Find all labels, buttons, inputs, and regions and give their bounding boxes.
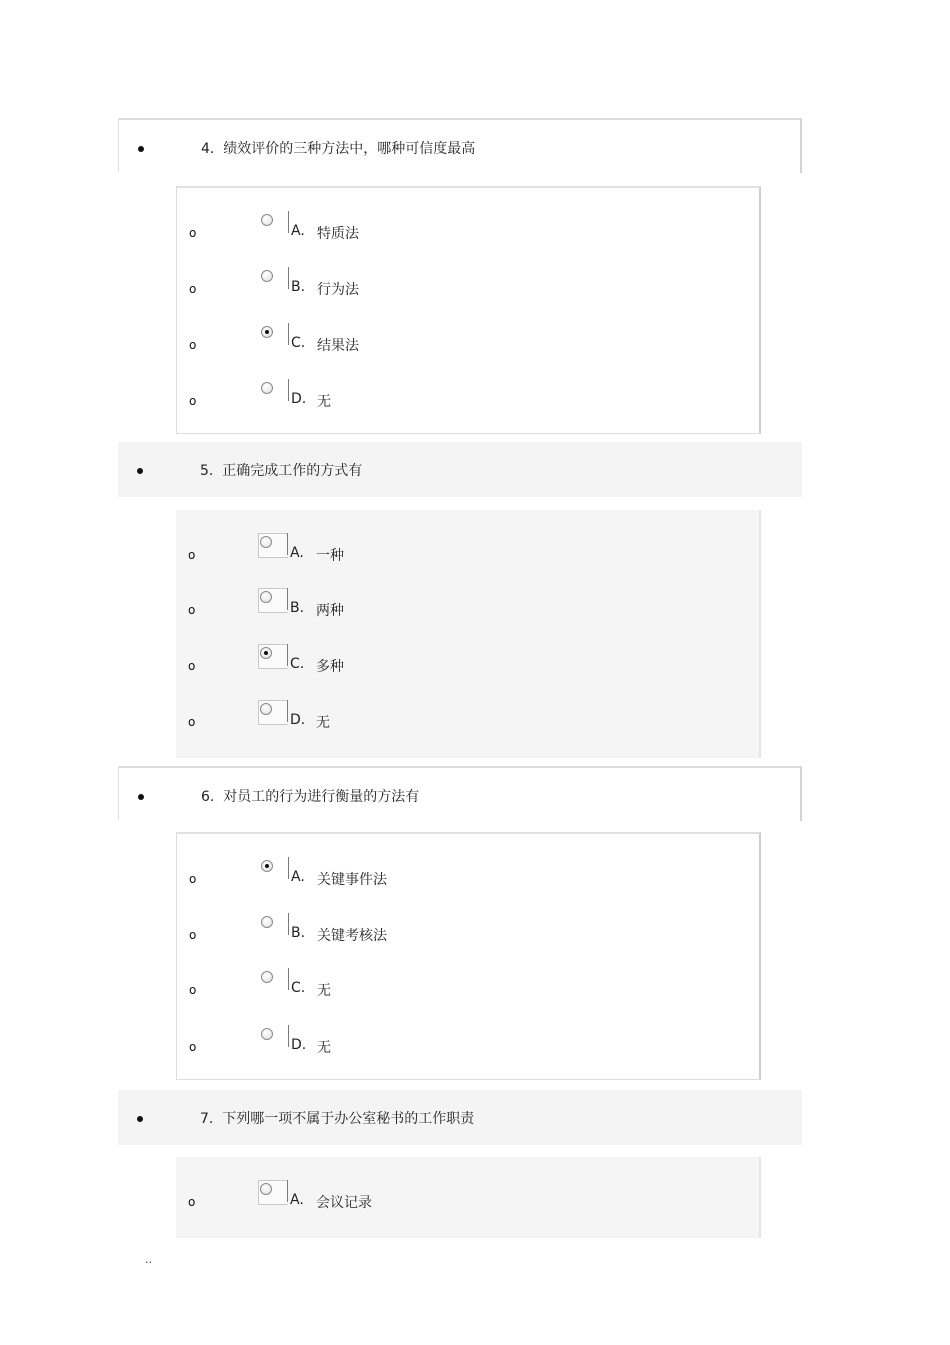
list-marker: o: [189, 872, 197, 886]
question-header-7: [118, 1090, 802, 1145]
question-text: 对员工的行为进行衡量的方法有: [223, 789, 420, 805]
question-text: 正确完成工作的方式有: [222, 463, 363, 479]
option-6c[interactable]: [177, 968, 760, 1008]
option-text: 无: [317, 394, 331, 410]
option-letter: B.: [291, 925, 306, 941]
option-text: 多种: [316, 659, 344, 675]
list-marker: o: [189, 282, 197, 296]
option-6a[interactable]: [177, 857, 760, 897]
list-marker: o: [189, 928, 197, 942]
option-letter: D.: [291, 1037, 307, 1053]
option-letter: A.: [291, 869, 305, 885]
options-panel-7: [176, 1157, 761, 1238]
list-marker: o: [188, 659, 196, 673]
option-text: 特质法: [317, 226, 359, 242]
radio-button[interactable]: [260, 591, 272, 603]
option-text: 会议记录: [316, 1195, 372, 1211]
option-text: 两种: [316, 603, 344, 619]
divider: [287, 1180, 288, 1202]
option-letter: D.: [290, 712, 306, 728]
divider: [288, 857, 289, 879]
list-marker: o: [189, 1040, 197, 1054]
option-4a[interactable]: [177, 211, 760, 251]
option-7a[interactable]: [176, 1180, 759, 1220]
divider: [287, 644, 288, 666]
list-marker: o: [189, 338, 197, 352]
radio-button[interactable]: [260, 1183, 272, 1195]
option-text: 行为法: [317, 282, 359, 298]
option-6d[interactable]: [177, 1025, 760, 1065]
divider: [288, 379, 289, 401]
radio-button[interactable]: [261, 382, 273, 394]
radio-button[interactable]: [261, 270, 273, 282]
question-header-6: [118, 766, 802, 821]
option-letter: C.: [291, 335, 306, 351]
list-marker: o: [189, 983, 197, 997]
divider: [287, 700, 288, 722]
divider: [288, 968, 289, 990]
list-marker: o: [189, 394, 197, 408]
option-text: 无: [317, 1040, 331, 1056]
radio-button-selected[interactable]: [261, 326, 273, 338]
divider: [287, 533, 288, 555]
option-5b[interactable]: [176, 588, 759, 628]
option-text: 结果法: [317, 338, 359, 354]
bullet-icon: [137, 1116, 143, 1122]
question-number: 5.: [200, 463, 214, 479]
question-header-4: [118, 118, 802, 173]
option-text: 一种: [316, 548, 344, 564]
radio-button[interactable]: [261, 971, 273, 983]
option-letter: C.: [290, 656, 305, 672]
option-letter: A.: [290, 545, 304, 561]
list-marker: o: [188, 548, 196, 562]
radio-button[interactable]: [260, 703, 272, 715]
options-panel-4: [176, 186, 761, 434]
divider: [288, 211, 289, 233]
option-text: 无: [316, 715, 330, 731]
question-number: 4.: [201, 141, 215, 157]
option-4d[interactable]: [177, 379, 760, 419]
question-title: [200, 460, 362, 480]
question-text: 下列哪一项不属于办公室秘书的工作职责: [222, 1111, 475, 1127]
divider: [287, 588, 288, 610]
list-marker: o: [188, 603, 196, 617]
option-5c[interactable]: [176, 644, 759, 684]
question-number: 7.: [200, 1111, 214, 1127]
option-text: 关键事件法: [317, 872, 387, 888]
option-5a[interactable]: [176, 533, 759, 573]
radio-button-selected[interactable]: [260, 647, 272, 659]
question-text: 绩效评价的三种方法中，哪种可信度最高: [223, 141, 476, 157]
options-panel-5: [176, 510, 761, 758]
divider: [288, 1025, 289, 1047]
list-marker: o: [189, 226, 197, 240]
option-text: 关键考核法: [317, 928, 387, 944]
list-marker: o: [188, 1195, 196, 1209]
question-title: [201, 786, 419, 806]
option-letter: A.: [291, 223, 305, 239]
radio-button[interactable]: [261, 916, 273, 928]
question-number: 6.: [201, 789, 215, 805]
radio-button[interactable]: [260, 536, 272, 548]
bullet-icon: [138, 794, 144, 800]
option-4b[interactable]: [177, 267, 760, 307]
bullet-icon: [137, 468, 143, 474]
option-6b[interactable]: [177, 913, 760, 953]
option-letter: B.: [290, 600, 305, 616]
option-text: 无: [317, 983, 331, 999]
list-marker: o: [188, 715, 196, 729]
radio-button-selected[interactable]: [261, 860, 273, 872]
option-letter: D.: [291, 391, 307, 407]
options-panel-6: [176, 832, 761, 1080]
question-title: [200, 1108, 474, 1128]
question-title: [201, 138, 475, 158]
radio-button[interactable]: [261, 1028, 273, 1040]
bullet-icon: [138, 146, 144, 152]
option-letter: C.: [291, 980, 306, 996]
option-letter: B.: [291, 279, 306, 295]
footer-dots: ..: [145, 1253, 152, 1266]
option-5d[interactable]: [176, 700, 759, 740]
question-header-5: [118, 442, 802, 497]
option-letter: A.: [290, 1192, 304, 1208]
divider: [288, 267, 289, 289]
divider: [288, 323, 289, 345]
divider: [288, 913, 289, 935]
option-4c[interactable]: [177, 323, 760, 363]
radio-button[interactable]: [261, 214, 273, 226]
